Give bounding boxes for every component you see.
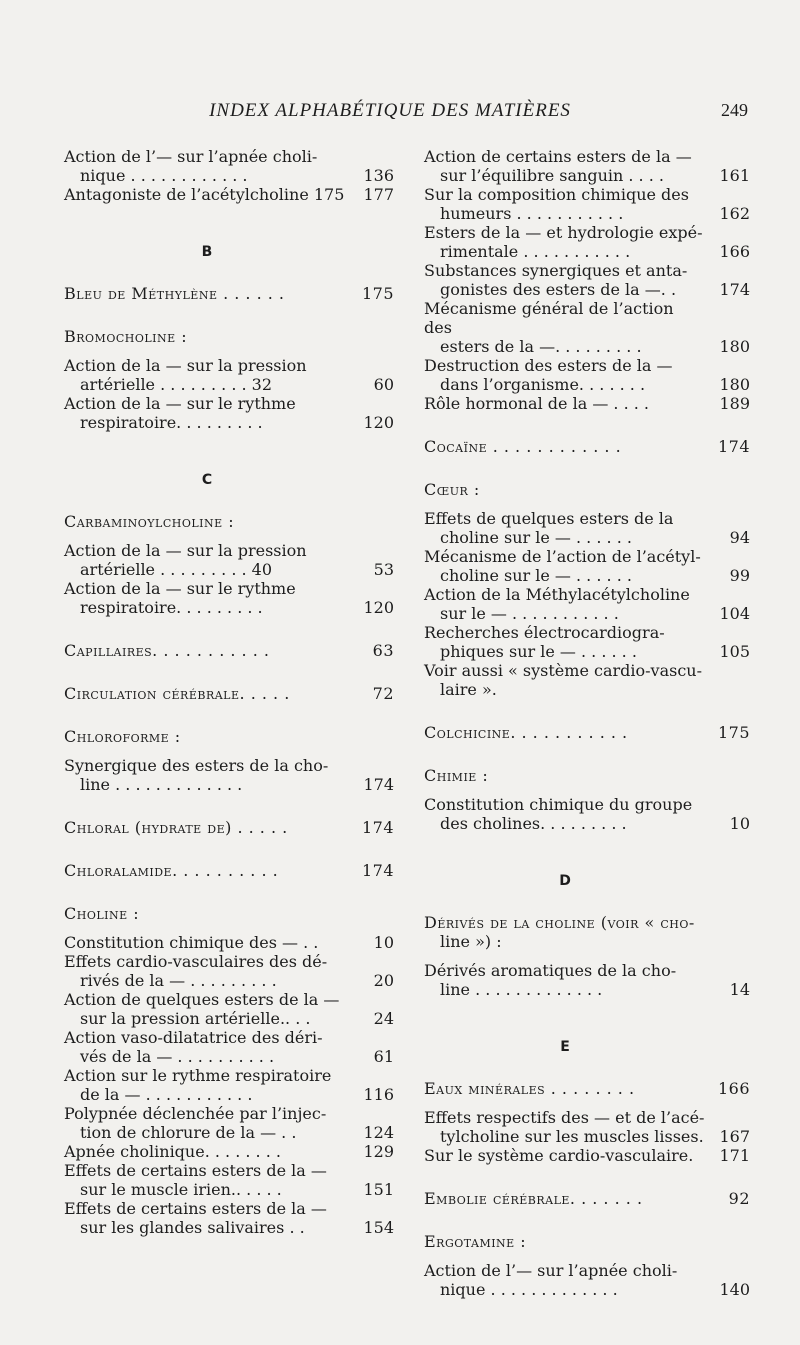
page-ref: 177 xyxy=(363,185,394,204)
index-entry: Constitution chimique des — . . 10 xyxy=(64,933,394,952)
page-ref: 24 xyxy=(373,1009,394,1028)
page-ref: 10 xyxy=(729,814,750,833)
page-ref: 14 xyxy=(729,980,750,999)
index-heading-coeur: Cœur : xyxy=(424,480,480,499)
index-entry: Action de certains esters de la — sur l’équilibre sanguin . . . . 161 xyxy=(424,147,750,185)
index-entry: Action vaso-dilatatrice des déri- vés de la — . . . . . . . . . . 61 xyxy=(64,1028,394,1066)
index-entry: Dérivés aromatiques de la cho- line . . . . . . . . . . . . . 14 xyxy=(424,961,750,999)
index-heading-carbaminoylcholine: Carbaminoylcholine : xyxy=(64,512,235,531)
index-entry: Action de la — sur la pression artérielle . . . . . . . . . 40 53 xyxy=(64,541,394,579)
index-entry: Sur le système cardio-vasculaire. 171 xyxy=(424,1146,750,1165)
page-ref: 120 xyxy=(363,413,394,432)
index-heading-capillaires: Capillaires. . . . . . . . . . . 63 xyxy=(64,641,394,660)
index-entry: Sur la composition chimique des humeurs . . . . . . . . . . . 162 xyxy=(424,185,750,223)
left-column xyxy=(64,147,394,1237)
page-ref: 99 xyxy=(729,566,750,585)
page-ref: 116 xyxy=(363,1085,394,1104)
page-ref: 180 xyxy=(719,375,750,394)
index-entry: Effets de quelques esters de la choline sur le — . . . . . . 94 xyxy=(424,509,750,547)
index-entry: Rôle hormonal de la — . . . . 189 xyxy=(424,394,750,413)
page-ref: 53 xyxy=(373,560,394,579)
page-ref: 120 xyxy=(363,598,394,617)
page-ref: 92 xyxy=(728,1189,750,1208)
page-number: 249 xyxy=(721,100,748,120)
page-ref: 60 xyxy=(373,375,394,394)
running-header-title: INDEX ALPHABÉTIQUE DES MATIÈRES xyxy=(209,100,571,121)
index-heading-chloralamide: Chloralamide. . . . . . . . . . 174 xyxy=(64,861,394,880)
section-letter-d: D xyxy=(559,873,571,889)
index-entry: Action sur le rythme respiratoire de la — . . . . . . . . . . . 116 xyxy=(64,1066,394,1104)
page-ref: 129 xyxy=(363,1142,394,1161)
page-ref: 10 xyxy=(373,933,394,952)
index-heading-colchicine: Colchicine. . . . . . . . . . . 175 xyxy=(424,723,750,742)
index-heading-cocaine: Cocaïne . . . . . . . . . . . . 174 xyxy=(424,437,750,456)
page-ref: 104 xyxy=(719,604,750,623)
page-ref: 72 xyxy=(372,684,394,703)
page-ref: 166 xyxy=(717,1079,750,1098)
right-column xyxy=(424,147,750,1299)
index-entry: Esters de la — et hydrologie expé- rimentale . . . . . . . . . . . 166 xyxy=(424,223,750,261)
page-ref: 174 xyxy=(719,280,750,299)
index-heading-embolie: Embolie cérébrale. . . . . . . 92 xyxy=(424,1189,750,1208)
page-ref: 189 xyxy=(719,394,750,413)
index-heading-chimie: Chimie : xyxy=(424,766,489,785)
index-entry: Effets cardio-vasculaires des dé- rivés de la — . . . . . . . . . 20 xyxy=(64,952,394,990)
index-entry: Synergique des esters de la cho- line . . . . . . . . . . . . . 174 xyxy=(64,756,394,794)
index-entry: Apnée cholinique. . . . . . . . 129 xyxy=(64,1142,394,1161)
page-ref: 166 xyxy=(719,242,750,261)
index-entry: Action de l’— sur l’apnée choli- nique . . . . . . . . . . . . 136 xyxy=(64,147,394,185)
page-ref: 94 xyxy=(729,528,750,547)
index-entry: Action de l’— sur l’apnée choli- nique . . . . . . . . . . . . . 140 xyxy=(424,1261,750,1299)
page-ref: 63 xyxy=(372,641,394,660)
page-ref: 174 xyxy=(361,861,394,880)
index-heading-eaux: Eaux minérales . . . . . . . . 166 xyxy=(424,1079,750,1098)
index-entry-see-also: Voir aussi « système cardio-vascu- laire ». xyxy=(424,661,703,699)
page-ref: 167 xyxy=(719,1127,750,1146)
page-ref: 174 xyxy=(361,818,394,837)
page-ref: 124 xyxy=(363,1123,394,1142)
page-ref: 161 xyxy=(719,166,750,185)
index-heading-bleu: Bleu de Méthylène . . . . . . 175 xyxy=(64,284,394,303)
index-entry: Effets de certains esters de la — sur les glandes salivaires . . 154 xyxy=(64,1199,394,1237)
index-entry: Constitution chimique du groupe des cholines. . . . . . . . . 10 xyxy=(424,795,750,833)
page-ref: 171 xyxy=(719,1146,750,1165)
section-letter-e: E xyxy=(560,1039,570,1055)
index-entry: Action de la — sur la pression artérielle . . . . . . . . . 32 60 xyxy=(64,356,394,394)
page-ref: 174 xyxy=(717,437,750,456)
page-ref: 136 xyxy=(363,166,394,185)
index-entry: Recherches électrocardiogra- phiques sur le — . . . . . . 105 xyxy=(424,623,750,661)
index-heading-derives: Dérivés de la choline (voir « cho- line ») : xyxy=(424,913,695,951)
index-entry: Action de la — sur le rythme respiratoire. . . . . . . . . 120 xyxy=(64,394,394,432)
section-letter-b: B xyxy=(201,244,213,260)
page-ref: 174 xyxy=(363,775,394,794)
index-entry: Polypnée déclenchée par l’injec- tion de chlorure de la — . . 124 xyxy=(64,1104,394,1142)
index-heading-choline: Choline : xyxy=(64,904,140,923)
page-ref: 175 xyxy=(717,723,750,742)
page-ref: 20 xyxy=(373,971,394,990)
index-heading-ergotamine: Ergotamine : xyxy=(424,1232,527,1251)
index-entry: Effets respectifs des — et de l’acé- tylcholine sur les muscles lisses. 167 xyxy=(424,1108,750,1146)
section-letter-c: C xyxy=(201,472,213,488)
index-entry: Action de la Méthylacétylcholine sur le — . . . . . . . . . . . 104 xyxy=(424,585,750,623)
index-heading-circulation: Circulation cérébrale. . . . . 72 xyxy=(64,684,394,703)
page-ref: 151 xyxy=(363,1180,394,1199)
page-ref: 162 xyxy=(719,204,750,223)
index-entry: Action de quelques esters de la — sur la pression artérielle.. . . 24 xyxy=(64,990,394,1028)
page-ref: 180 xyxy=(719,337,750,356)
index-heading-bromocholine: Bromocholine : xyxy=(64,327,188,346)
index-entry: Antagoniste de l’acétylcholine 175 177 xyxy=(64,185,394,204)
index-entry: Substances synergiques et anta- gonistes des esters de la —. . 174 xyxy=(424,261,750,299)
index-entry: Mécanisme général de l’action des esters de la —. . . . . . . . . 180 xyxy=(424,299,750,356)
left-continuation xyxy=(64,147,394,204)
index-entry: Mécanisme de l’action de l’acétyl- choline sur le — . . . . . . 99 xyxy=(424,547,750,585)
index-heading-chloroforme: Chloroforme : xyxy=(64,727,181,746)
page-ref: 154 xyxy=(363,1218,394,1237)
index-entry: Effets de certains esters de la — sur le muscle irien.. . . . . 151 xyxy=(64,1161,394,1199)
page-ref: 61 xyxy=(373,1047,394,1066)
page-ref: 105 xyxy=(719,642,750,661)
index-entry: Destruction des esters de la — dans l’organisme. . . . . . . 180 xyxy=(424,356,750,394)
page-ref: 140 xyxy=(719,1280,750,1299)
index-heading-chloral: Chloral (hydrate de) . . . . . 174 xyxy=(64,818,394,837)
page-ref: 175 xyxy=(361,284,394,303)
index-entry: Action de la — sur le rythme respiratoire. . . . . . . . . 120 xyxy=(64,579,394,617)
